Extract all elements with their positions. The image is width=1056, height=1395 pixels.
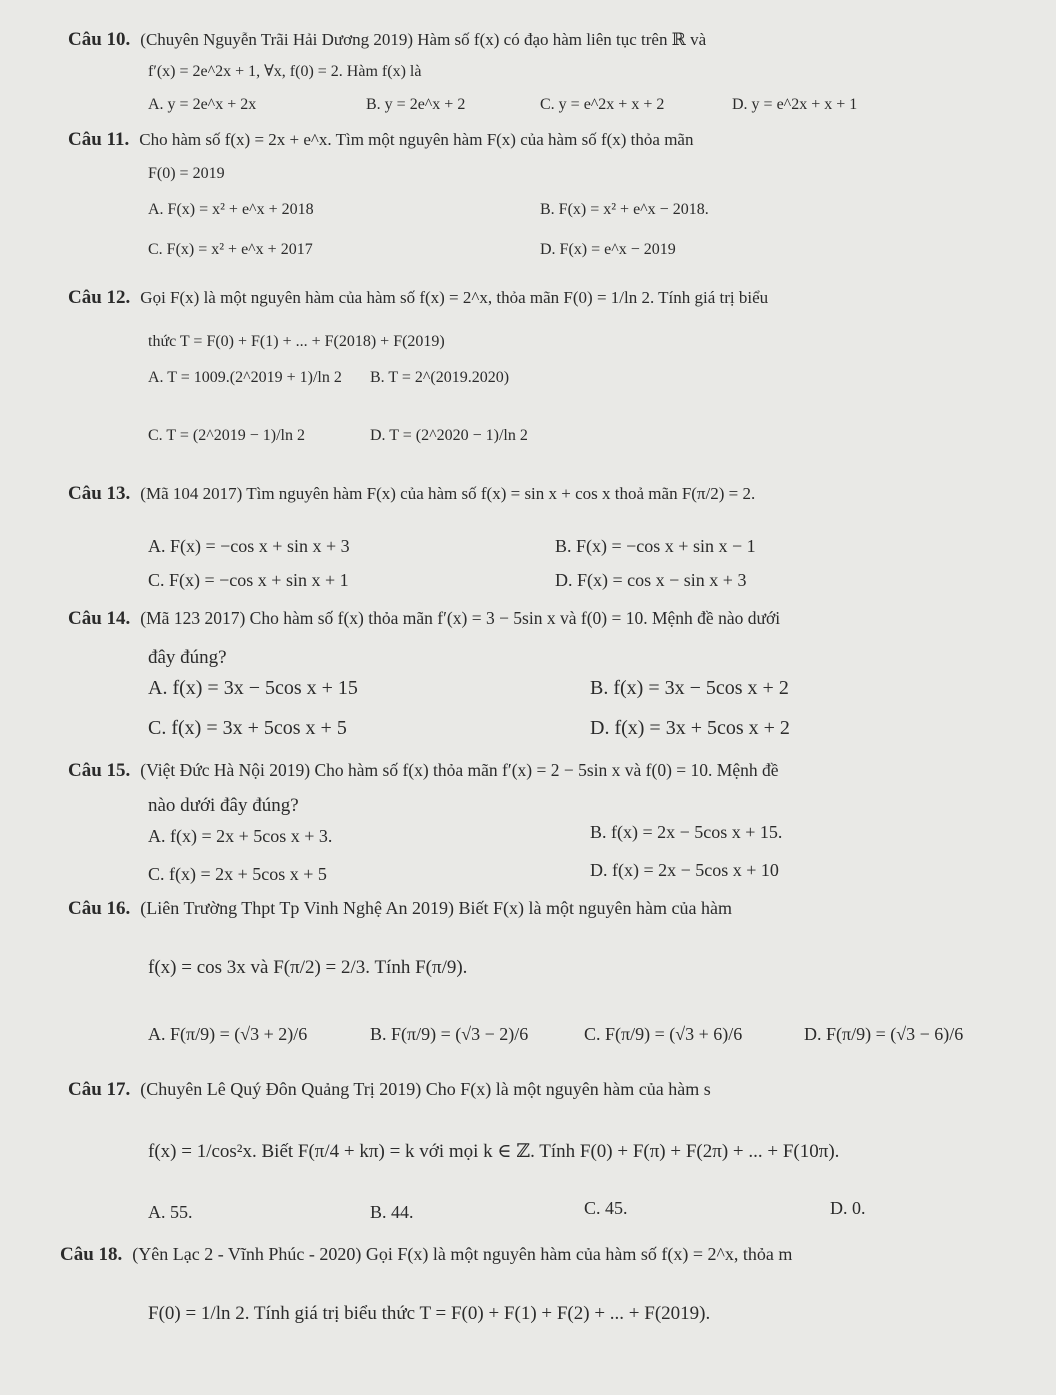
option-c[interactable]: C. F(π/9) = (√3 + 6)/6 bbox=[584, 1024, 743, 1044]
option-a[interactable]: A. T = 1009.(2^2019 + 1)/ln 2 bbox=[148, 369, 342, 386]
option-d[interactable]: D. 0. bbox=[830, 1198, 866, 1218]
question-label: Câu 15. bbox=[68, 760, 131, 781]
question-text: (Mã 123 2017) Cho hàm số f(x) thỏa mãn f′(x) = 3 − 5sin x và f(0) = 10. Mệnh đề nào dưới bbox=[140, 608, 781, 628]
option-c[interactable]: C. f(x) = 3x + 5cos x + 5 bbox=[148, 717, 347, 739]
question-15 bbox=[68, 758, 779, 783]
question-text-line2: f(x) = cos 3x và F(π/2) = 2/3. Tính F(π/9). bbox=[148, 957, 468, 978]
question-text-line2: đây đúng? bbox=[148, 647, 227, 668]
question-16 bbox=[68, 896, 732, 921]
option-b[interactable]: B. F(x) = −cos x + sin x − 1 bbox=[555, 536, 756, 556]
option-a[interactable]: A. y = 2e^x + 2x bbox=[148, 96, 257, 113]
option-d[interactable]: D. y = e^2x + x + 1 bbox=[732, 96, 858, 113]
option-c[interactable]: C. T = (2^2019 − 1)/ln 2 bbox=[148, 427, 305, 444]
question-text: (Mã 104 2017) Tìm nguyên hàm F(x) của hàm số f(x) = sin x + cos x thoả mãn F(π/2) = 2. bbox=[140, 484, 756, 503]
option-d[interactable]: D. f(x) = 2x − 5cos x + 10 bbox=[590, 860, 779, 880]
option-c[interactable]: C. 45. bbox=[584, 1198, 628, 1218]
question-text-line2: f′(x) = 2e^2x + 1, ∀x, f(0) = 2. Hàm f(x) là bbox=[148, 63, 422, 80]
option-d[interactable]: D. f(x) = 3x + 5cos x + 2 bbox=[590, 717, 790, 739]
option-b[interactable]: B. 44. bbox=[370, 1202, 414, 1222]
question-label: Câu 17. bbox=[68, 1079, 131, 1100]
question-label: Câu 13. bbox=[68, 483, 131, 504]
question-text: (Yên Lạc 2 - Vĩnh Phúc - 2020) Gọi F(x) là một nguyên hàm của hàm số f(x) = 2^x, thỏa m bbox=[132, 1244, 793, 1264]
option-b[interactable]: B. F(x) = x² + e^x − 2018. bbox=[540, 201, 709, 218]
question-text: Cho hàm số f(x) = 2x + e^x. Tìm một nguyên hàm F(x) của hàm số f(x) thỏa mãn bbox=[139, 130, 694, 149]
question-17 bbox=[68, 1077, 711, 1102]
option-b[interactable]: B. f(x) = 3x − 5cos x + 2 bbox=[590, 677, 789, 699]
option-b[interactable]: B. f(x) = 2x − 5cos x + 15. bbox=[590, 822, 783, 842]
option-c[interactable]: C. F(x) = x² + e^x + 2017 bbox=[148, 241, 313, 258]
question-text-line2: F(0) = 1/ln 2. Tính giá trị biểu thức T = F(0) + F(1) + F(2) + ... + F(2019). bbox=[148, 1303, 711, 1324]
question-10 bbox=[68, 28, 706, 52]
question-11 bbox=[68, 128, 693, 152]
question-13 bbox=[68, 482, 755, 506]
question-label: Câu 18. bbox=[60, 1244, 123, 1265]
option-d[interactable]: D. F(x) = cos x − sin x + 3 bbox=[555, 570, 747, 590]
question-text-line2: thức T = F(0) + F(1) + ... + F(2018) + F(2019) bbox=[148, 333, 445, 350]
question-text: Gọi F(x) là một nguyên hàm của hàm số f(x) = 2^x, thỏa mãn F(0) = 1/ln 2. Tính giá trị biểu bbox=[140, 288, 769, 307]
question-label: Câu 11. bbox=[68, 129, 130, 150]
option-b[interactable]: B. T = 2^(2019.2020) bbox=[370, 369, 510, 386]
option-d[interactable]: D. F(π/9) = (√3 − 6)/6 bbox=[804, 1024, 964, 1044]
question-12 bbox=[68, 286, 768, 310]
option-c[interactable]: C. f(x) = 2x + 5cos x + 5 bbox=[148, 864, 327, 884]
question-text-line2: nào dưới đây đúng? bbox=[148, 795, 299, 816]
question-label: Câu 10. bbox=[68, 29, 131, 50]
option-a[interactable]: A. F(x) = x² + e^x + 2018 bbox=[148, 201, 314, 218]
option-a[interactable]: A. 55. bbox=[148, 1202, 193, 1222]
question-text: (Liên Trường Thpt Tp Vinh Nghệ An 2019) Biết F(x) là một nguyên hàm của hàm bbox=[140, 898, 732, 918]
option-a[interactable]: A. f(x) = 3x − 5cos x + 15 bbox=[148, 677, 358, 699]
question-label: Câu 14. bbox=[68, 608, 131, 629]
question-text: (Việt Đức Hà Nội 2019) Cho hàm số f(x) thỏa mãn f′(x) = 2 − 5sin x và f(0) = 10. Mệnh đề bbox=[140, 760, 779, 780]
option-a[interactable]: A. F(x) = −cos x + sin x + 3 bbox=[148, 536, 350, 556]
question-label: Câu 12. bbox=[68, 287, 131, 308]
question-text-line2: f(x) = 1/cos²x. Biết F(π/4 + kπ) = k với mọi k ∈ ℤ. Tính F(0) + F(π) + F(2π) + ... + F(10π). bbox=[148, 1141, 840, 1162]
option-c[interactable]: C. F(x) = −cos x + sin x + 1 bbox=[148, 570, 349, 590]
option-d[interactable]: D. F(x) = e^x − 2019 bbox=[540, 241, 676, 258]
question-label: Câu 16. bbox=[68, 898, 131, 919]
option-d[interactable]: D. T = (2^2020 − 1)/ln 2 bbox=[370, 427, 528, 444]
question-14 bbox=[68, 606, 780, 631]
option-c[interactable]: C. y = e^2x + x + 2 bbox=[540, 96, 665, 113]
option-a[interactable]: A. f(x) = 2x + 5cos x + 3. bbox=[148, 826, 333, 846]
question-text: (Chuyên Lê Quý Đôn Quảng Trị 2019) Cho F(x) là một nguyên hàm của hàm s bbox=[140, 1079, 711, 1099]
option-a[interactable]: A. F(π/9) = (√3 + 2)/6 bbox=[148, 1024, 308, 1044]
option-b[interactable]: B. F(π/9) = (√3 − 2)/6 bbox=[370, 1024, 529, 1044]
option-b[interactable]: B. y = 2e^x + 2 bbox=[366, 96, 466, 113]
question-text-line2: F(0) = 2019 bbox=[148, 165, 225, 182]
question-18 bbox=[60, 1242, 792, 1267]
question-text: (Chuyên Nguyễn Trãi Hải Dương 2019) Hàm số f(x) có đạo hàm liên tục trên ℝ và bbox=[140, 30, 707, 49]
